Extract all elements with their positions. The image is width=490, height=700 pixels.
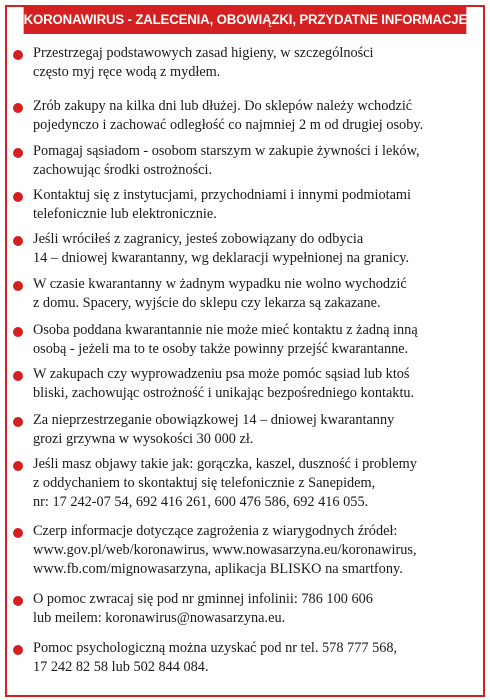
list-item-line: Zrób zakupy na kilka dni lub dłużej. Do sklepów należy wchodzić: [33, 98, 413, 114]
list-item-line: Za nieprzestrzeganie obowiązkowej 14 – dniowej kwarantanny: [33, 412, 395, 428]
list-item-text: [33, 365, 479, 403]
bullet-icon: [13, 327, 23, 337]
list-item-line: bliski, zachowując ostrożność i unikając bezpośredniego kontaktu.: [33, 385, 415, 401]
list-item-text: [33, 321, 479, 359]
list-item-text: [33, 186, 479, 224]
list-item-text: [33, 230, 479, 268]
list-item-text: [33, 411, 479, 449]
info-box: [5, 5, 485, 697]
list-item-line: www.gov.pl/web/koronawirus, www.nowasarzyna.eu/koronawirus,: [33, 542, 417, 558]
list-item-text: [33, 275, 479, 313]
list-item-line: Czerp informacje dotyczące zagrożenia z wiarygodnych źródeł:: [33, 523, 398, 539]
list-item-text: [33, 455, 479, 512]
list-item-line: W zakupach czy wyprowadzeniu psa może pomóc sąsiad lub ktoś: [33, 366, 410, 382]
bullet-icon: [13, 417, 23, 427]
list-item-text: [33, 142, 479, 180]
bullet-icon: [13, 50, 23, 60]
list-item-line: Pomagaj sąsiadom - osobom starszym w zakupie żywności i leków,: [33, 143, 420, 159]
list-item-line: www.fb.com/mignowasarzyna, aplikacja BLISKO na smartfony.: [33, 561, 403, 577]
list-item-line: zachowując środki ostrożności.: [33, 162, 213, 178]
list-item-text: [33, 639, 479, 677]
bullet-icon: [13, 236, 23, 246]
list-item-line: Jeśli masz objawy takie jak: gorączka, kaszel, duszność i problemy: [33, 456, 417, 472]
list-item-line: Kontaktuj się z instytucjami, przychodniami i innymi podmiotami: [33, 187, 412, 203]
bullet-icon: [13, 461, 23, 471]
bullet-icon: [13, 148, 23, 158]
list-item-text: [33, 522, 479, 579]
list-item-line: telefonicznie lub elektronicznie.: [33, 206, 217, 222]
bullet-icon: [13, 596, 23, 606]
page-title: KORONAWIRUS - ZALECENIA, OBOWIĄZKI, PRZYDATNE INFORMACJE: [24, 7, 467, 34]
list-item-line: często myj ręce wodą z mydłem.: [33, 64, 221, 80]
list-item-line: Pomoc psychologiczną można uzyskać pod nr tel. 578 777 568,: [33, 640, 398, 656]
list-item-line: Osoba poddana kwarantannie nie może mieć kontaktu z żadną inną: [33, 322, 418, 338]
list-item-line: lub meilem: koronawirus@nowasarzyna.eu.: [33, 610, 286, 626]
list-item-line: 17 242 82 58 lub 502 844 084.: [33, 659, 209, 675]
list-item-line: nr: 17 242-07 54, 692 416 261, 600 476 586, 692 416 055.: [33, 494, 369, 510]
list-item-line: osobą - jeżeli ma to te osoby także powinny przejść kwarantanne.: [33, 341, 409, 357]
list-item-line: z domu. Spacery, wyjście do sklepu czy lekarza są zakazane.: [33, 295, 381, 311]
list-item-line: W czasie kwarantanny w żadnym wypadku nie wolno wychodzić: [33, 276, 407, 292]
bullet-icon: [13, 371, 23, 381]
list-item-line: O pomoc zwracaj się pod nr gminnej infolinii: 786 100 606: [33, 591, 373, 607]
bullet-icon: [13, 281, 23, 291]
list-item-text: [33, 590, 479, 628]
list-item-text: [33, 97, 479, 135]
list-item-text: [33, 44, 479, 82]
bullet-icon: [13, 528, 23, 538]
bullet-icon: [13, 103, 23, 113]
bullet-icon: [13, 192, 23, 202]
list-item-line: pojedynczo i zachować odległość co najmniej 2 m od drugiej osoby.: [33, 117, 424, 133]
bullet-icon: [13, 645, 23, 655]
list-item-line: 14 – dniowej kwarantanny, wg deklaracji wypełnionej na granicy.: [33, 250, 410, 266]
list-item-line: Przestrzegaj podstawowych zasad higieny, w szczególności: [33, 45, 374, 61]
list-item-line: grozi grzywna w wysokości 30 000 zł.: [33, 431, 254, 447]
list-item-line: z oddychaniem to skontaktuj się telefonicznie z Sanepidem,: [33, 475, 376, 491]
list-item-line: Jeśli wróciłeś z zagranicy, jesteś zobowiązany do odbycia: [33, 231, 364, 247]
